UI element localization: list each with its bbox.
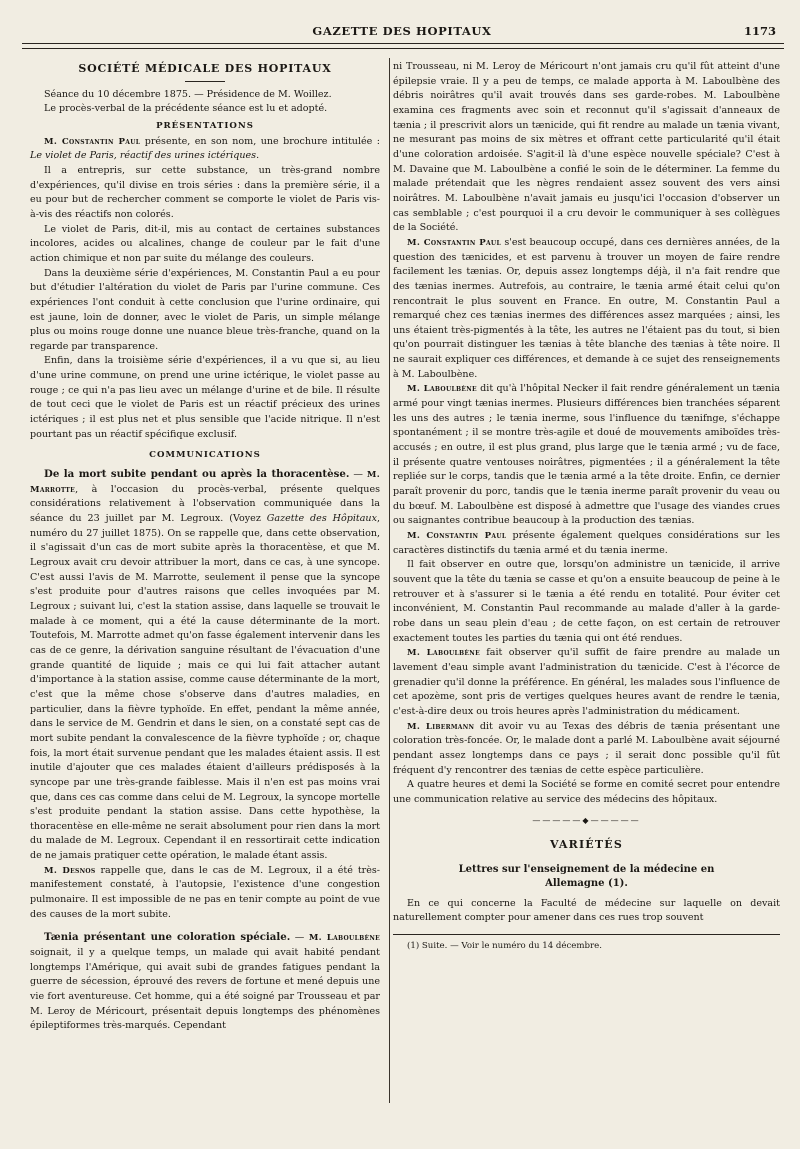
paragraph-text: dit qu'à l'hôpital Necker il fait rendre généralement un tænia armé pour vingt tænias inermes. Plusieurs différences bien tranchées séparent les uns des autres ; le tænia inerme, sous l'influence du tænifnge, s'échappe spontanément ; il se montre très-agile et doué de mouvements amiboïdes très-accusés ; en outre, il est plus grand, plus large que le tænia armé ; vu de face, il présente quatre ventouses noirâtres, pigmentées ; il a généralement la tête repliée sur le corps, tandis que le tænia armé a la tête droite. Enfin, ce dernier paraît provenir du porc, tandis que le tænia inerme paraît provenir du veau ou du bœuf. M. Laboulbène est disposé à admettre que l'usage des viandes crues ou saignantes contribue beaucoup à la production des tænias. — [393, 383, 780, 527]
proces-verbal-line: Le procès-verbal de la précédente séance est lu et adopté. — [44, 103, 328, 115]
article-heading — [393, 863, 780, 891]
page-number: 1173 — [743, 24, 776, 38]
speaker-name: M. Laboulbène — [308, 933, 380, 944]
section-ornament: —————◆————— — [532, 816, 641, 826]
footnote: (1) Suite. — Voir le numéro du 14 décembre. — [407, 941, 602, 952]
communication-heading: Tænia présentant une coloration spéciale. — [44, 931, 291, 944]
journal-title: GAZETTE DES HOPITAUX — [312, 24, 492, 38]
paragraph-text: , à l'occasion du procès-verbal, présente quelques considérations relativement à l'observation communiquée dans la séance du 23 juillet par M. Legroux. (Voyez — [30, 483, 380, 525]
paragraph-constantin-paul-1 — [393, 236, 780, 383]
paragraph-libermann — [393, 720, 780, 779]
communication-thoracentese: De la mort subite pendant ou après la thoracentèse. — M. Marrotte, à l'occasion du procès-verbal, présente quelques considérations relativement à l'observation communiquée dans la séance du 23 juillet par M. Legroux. (Voyez Gazette des Hôpitaux, numéro du 27 juillet 1875). On se rappelle que, dans cette observation, il s'agissait d'un cas de mort subite après la thoracentèse, et que M. Legroux avait cru devoir attribuer la mort, dans ce cas, à une syncope. C'est aussi l'avis de M. Marrotte, seulement il pense que la syncope s'est produite pour d'autres raisons que celles invoquées par M. Legroux ; suivant lui, c'est la station assise, dans laquelle se trouvait le malade à ce moment, qui a été la cause déterminante de la mort. Toutefois, M. Marrotte admet qu'on fasse également intervenir dans les cas de ce genre, la dérivation sanguine résultant de l'évacuation d'une grande quantité de liquide ; mais ce qui lui fait attacher autant d'importance à la station assise, comme cause déterminante de la mort, c'est que la même chose s'observe dans d'autres maladies, en particulier, dans la fièvre typhoïde. En effet, pendant la même année, dans le service de M. Gendrin et dans le sien, on a constaté sept cas de mort subite pendant la convalescence de la fièvre typhoïde ; or, chaque fois, la mort était survenue pendant que les malades étaient assis. Il est inutile d'ajouter que ces malades étaient d'ailleurs prédisposés à la syncope par une très-grande faiblesse. Mais il n'en est pas moins vrai que, dans ces cas comme dans celui de M. Legroux, la syncope mortelle s'est produite pendant la station assise. Dans cette hypothèse, la thoracentèse en elle-même ne serait absolument pour rien dans la mort du malade de M. Legroux. Cependant il en ressortirait cette indication de ne jamais pratiquer cette opération, le malade étant assis. — [30, 468, 381, 862]
header-rule-thin — [22, 48, 784, 49]
paragraph-5: Enfin, dans la troisième série d'expériences, il a vu que si, au lieu d'une urine commune, on prend une urine ictérique, le violet passe au rouge ; ce qui n'a pas lieu avec un mélange d'urine et de bile. Il résulte de tout ceci que le violet de Paris est un réactif précieux des urines ictériques ; il est plus net et plus sensible que l'acide nitrique. Il n'est pourtant pas un réactif spécifique exclusif. — [30, 355, 380, 440]
left-column — [30, 60, 380, 1034]
article-heading-line-2: Allemagne (1). — [545, 877, 628, 889]
paragraph-comite-secret: A quatre heures et demi la Société se forme en comité secret pour entendre une communication relative au service des médecins des hôpitaux. — [393, 779, 780, 805]
presentations-heading: PRÉSENTATIONS — [156, 120, 254, 131]
paragraph-text: s'est beaucoup occupé, dans ces dernières années, de la question des tænicides, et est parvenu à trouver un moyen de faire rendre facilement les tænias. Or, depuis assez longtemps déjà, il n'a fait rendre que des tænias inermes. Autrefois, au contraire, le tænia armé était celui qu'on rencontrait le plus souvent en France. En outre, M. Constantin Paul a remarqué chez ces tænias inermes des différences assez marquées ; ainsi, les uns étaient très-pigmentés à la tête, les autres ne l'étaient pas du tout, si bien qu'on pourrait distinguer les tænias à tête blanche des tænias à tête noire. Il ne saurait expliquer ces différences, et demande à ce sujet des renseignements à M. Laboulbène. — [393, 236, 780, 380]
journal-reference: Gazette des Hôpitaux — [266, 513, 377, 525]
communication-taenia: Tænia présentant une coloration spéciale. — M. Laboulbène soignait, il y a quelque temps, un malade qui avait habité pendant longtemps l'Amérique, qui avait subi de grandes fatigues pendant la guerre de sécession, éprouvé des revers de fortune et mené depuis une vie fort aventureuse. Cet homme, qui a été soigné par Trousseau et par M. Leroy de Méricourt, présentait depuis longtemps des phénomènes épileptiformes très-marqués. Cependant — [30, 931, 380, 1032]
paragraph-observation: Il fait observer en outre que, lorsqu'on administre un tænicide, il arrive souvent que la tête du tænia se casse et qu'on a ensuite beaucoup de peine à le retrouver et à s'assurer si le tænia a été rendu en totalité. Pour éviter cet inconvénient, M. Constantin Paul recommande au malade d'aller à la garde-robe dans un seau plein d'eau ; de cette façon, on est certain de retrouver exactement toutes les parties du tænia qui ont été rendues. — [393, 559, 780, 644]
speaker-name: M. Constantin Paul — [407, 531, 507, 541]
paragraph-laboulbene-1 — [393, 382, 780, 529]
seance-line: Séance du 10 décembre 1875. — Présidence de M. Woillez. — [44, 88, 332, 100]
paragraph-text: , numéro du 27 juillet 1875). On se rappelle que, dans cette observation, il s'agissait d'un cas de mort subite après la thoracentèse, et que M. Legroux avait cru devoir attribuer la mort, dans ce cas, à une syncope. C'est aussi l'avis de M. Marrotte, seulement il pense que la syncope s'est produite pour d'autres raisons que celles invoquées par M. Legroux ; suivant lui, c'est la station assise, dans laquelle se trouvait le malade à ce moment, qui a été la cause déterminante de la mort. Toutefois, M. Marrotte admet qu'on fasse également intervenir dans les cas de ce genre, la dérivation sanguine résultant de l'évacuation d'une grande quantité de liquide ; mais ce qui lui fait attacher autant d'importance à la station assise, comme cause déterminante de la mort, c'est que la même chose s'observe dans d'autres maladies, en particulier, dans la fièvre typhoïde. En effet, pendant la même année, dans le service de M. Gendrin et dans le sien, on a constaté sept cas de mort subite pendant la convalescence de la fièvre typhoïde ; or, chaque fois, la mort était survenue pendant que les malades étaient assis. Il est inutile d'ajouter que ces malades étaient d'ailleurs prédisposés à la syncope par une très-grande faiblesse. Mais il n'en est pas moins vrai que, dans ces cas comme dans celui de M. Legroux, la syncope mortelle s'est produite pendant la station assise. Dans cette hypothèse, la thoracentèse en elle-même ne serait absolument pour rien dans la mort du malade de M. Legroux. Cependant il en ressortirait cette indication de ne jamais pratiquer cette opération, le malade étant assis. — [30, 513, 381, 862]
footnote-rule — [393, 934, 780, 935]
brochure-title: Le violet de Paris, réactif des urines ictériques. — [30, 150, 260, 162]
column-divider — [389, 58, 390, 1103]
paragraph-text: dit avoir vu au Texas des débris de tænia présentant une coloration très-foncée. Or, le malade dont a parlé M. Laboulbène avait séjourné pendant assez longtemps dans ce pays ; il serait donc possible qu'il fût fréquent d'y rencontrer des tænias de cette espèce particulière. — [393, 720, 781, 776]
speaker-name: M. Desnos — [44, 865, 96, 876]
section-title: SOCIÉTÉ MÉDICALE DES HOPITAUX — [78, 62, 332, 75]
paragraph-text: soignait, il y a quelque temps, un malade qui avait habité pendant longtemps l'Amérique, qui avait subi de grandes fatigues pendant la guerre de sécession, éprouvé des revers de fortune et mené depuis une vie fort aventureuse. Cet homme, qui a été soigné par Trousseau et par M. Leroy de Méricourt, présentait depuis longtemps des phénomènes épileptiformes très-marqués. Cependant — [30, 947, 380, 1032]
speaker-name: M. Marrotte — [30, 470, 380, 495]
communication-heading: De la mort subite pendant ou après la thoracentèse. — [44, 468, 350, 481]
paragraph-text: présente, en son nom, une brochure intitulée : — [140, 135, 380, 147]
paragraph-text: rappelle que, dans le cas de M. Legroux, il a été très-manifestement constaté, à l'autopsie, l'existence d'une congestion pulmonaire. Il est impossible de ne pas en tenir compte au point de vue des causes de la mort subite. — [30, 864, 380, 920]
paragraph-4: Dans la deuxième série d'expériences, M. Constantin Paul a eu pour but d'étudier l'altération du violet de Paris par l'urine commune. Ces expériences l'ont conduit à cette conclusion que l'urine ordinaire, qui est jaune, loin de donner, avec le violet de Paris, un simple mélange plus ou moins rouge donne une nuance bleue très-franche, quand on la regarde par transparence. — [30, 267, 380, 352]
paragraph-presentation-1 — [30, 135, 380, 164]
speaker-name: M. Laboulbène — [407, 384, 477, 395]
speaker-name: M. Constantin Paul — [44, 136, 141, 147]
paragraph-text: présente également quelques considérations sur les caractères distinctifs du tænia armé et du tænia inerme. — [393, 530, 780, 556]
paragraph-laboulbene-2 — [393, 646, 780, 719]
article-paragraph: En ce qui concerne la Faculté de médecine sur laquelle on devait naturellement compter pour amener dans ces rues trop souvent — [393, 897, 780, 924]
paragraph-3: Le violet de Paris, dit-il, mis au contact de certaines substances incolores, acides ou alcalines, change de couleur par le fait d'une action chimique et non par suite du mélange des couleurs. — [30, 223, 380, 264]
speaker-name: M. Laboulbène — [407, 648, 480, 659]
paragraph-constantin-paul-2 — [393, 529, 780, 558]
communications-heading: COMMUNICATIONS — [149, 450, 261, 461]
article-heading-line-1: Lettres sur l'enseignement de la médecine en — [458, 863, 715, 875]
speaker-name: M. Libermann — [407, 721, 475, 732]
paragraph-text: fait observer qu'il suffit de faire prendre au malade un lavement d'eau simple avant l'administration du tænicide. C'est à l'écorce de grenadier qu'il donne la préférence. En général, les malades sous l'influence de cet apozème, sont pris de vertiges quelques heures avant de rendre le tænia, c'est-à-dire deux ou trois heures après l'administration du médicament. — [393, 647, 780, 717]
header-rule-thick — [22, 43, 784, 44]
right-column — [393, 60, 780, 954]
section-title-rule — [185, 81, 225, 82]
paragraph-desnos — [30, 864, 380, 923]
speaker-name: M. Constantin Paul — [407, 237, 501, 248]
varietes-heading: VARIÉTÉS — [549, 838, 623, 852]
paragraph-continuation: ni Trousseau, ni M. Leroy de Méricourt n'ont jamais cru qu'il fût atteint d'une épilepsie vraie. Il y a peu de temps, ce malade apporta à M. Laboulbène des débris noirâtres qu'il avait trouvés dans ses garde-robes. M. Laboulbène examina ces fragments avec soin et reconnut qu'il s'agissait d'anneaux de tænia ; il prescrivit alors un tænicide, qui fit rendre au malade un tænia vivant, ne mesurant pas moins de six mètres et offrant cette particularité qu'il était d'une coloration ardoisée. S'agit-il là d'une espèce nouvelle spéciale? C'est à M. Davaine que M. Laboulbène a confié le soin de le déterminer. La femme du malade prétendait que les nègres rendaient assez souvent des vers ainsi noirâtres. M. Laboulbène n'avait jamais eu jusqu'ici l'occasion d'observer un cas semblable ; c'est pourquoi il a cru devoir le communiquer à ses collègues de la Société. — [393, 61, 780, 234]
paragraph-2: Il a entrepris, sur cette substance, un très-grand nombre d'expériences, qu'il divise en trois séries : dans la première série, il a eu pour but de rechercher comment se comporte le violet de Paris vis-à-vis des réactifs non colorés. — [30, 164, 380, 220]
